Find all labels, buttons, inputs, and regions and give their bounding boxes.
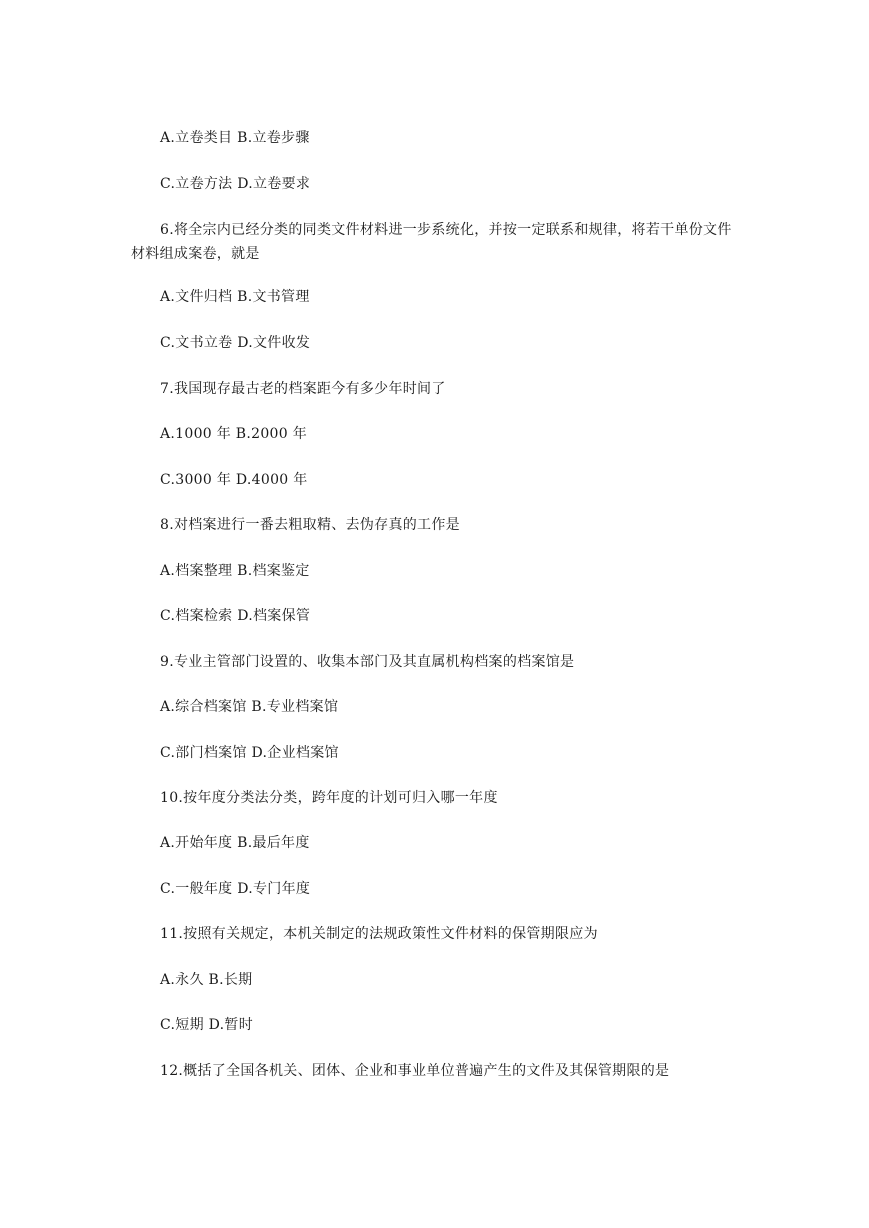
question-11: 11.按照有关规定，本机关制定的法规政策性文件材料的保管期限应为 [160, 926, 598, 942]
option-line: A.永久 B.长期 [160, 972, 253, 988]
question-6: 6.将全宗内已经分类的同类文件材料进一步系统化，并按一定联系和规律，将若干单份文件材料组成案卷，就是 [131, 222, 732, 262]
option-line: C.档案检索 D.档案保管 [160, 608, 311, 624]
option-line: C.立卷方法 D.立卷要求 [160, 176, 311, 192]
option-line: A.档案整理 B.档案鉴定 [160, 563, 310, 579]
option-line: A.文件归档 B.文书管理 [160, 289, 310, 305]
question-12: 12.概括了全国各机关、团体、企业和事业单位普遍产生的文件及其保管期限的是 [160, 1063, 670, 1079]
option-line: C.文书立卷 D.文件收发 [160, 335, 311, 351]
question-8: 8.对档案进行一番去粗取精、去伪存真的工作是 [160, 517, 460, 533]
option-line: A.立卷类目 B.立卷步骤 [160, 130, 310, 146]
option-line: A.综合档案馆 B.专业档案馆 [160, 699, 339, 715]
question-9: 9.专业主管部门设置的、收集本部门及其直属机构档案的档案馆是 [160, 654, 575, 670]
option-line: C.短期 D.暂时 [160, 1017, 253, 1033]
option-line: C.3000 年 D.4000 年 [160, 472, 308, 488]
question-10: 10.按年度分类法分类，跨年度的计划可归入哪一年度 [160, 790, 498, 806]
option-line: C.部门档案馆 D.企业档案馆 [160, 745, 339, 761]
option-line: C.一般年度 D.专门年度 [160, 881, 311, 897]
option-line: A.1000 年 B.2000 年 [160, 426, 308, 442]
question-7: 7.我国现存最古老的档案距今有多少年时间了 [160, 381, 446, 397]
option-line: A.开始年度 B.最后年度 [160, 835, 310, 851]
